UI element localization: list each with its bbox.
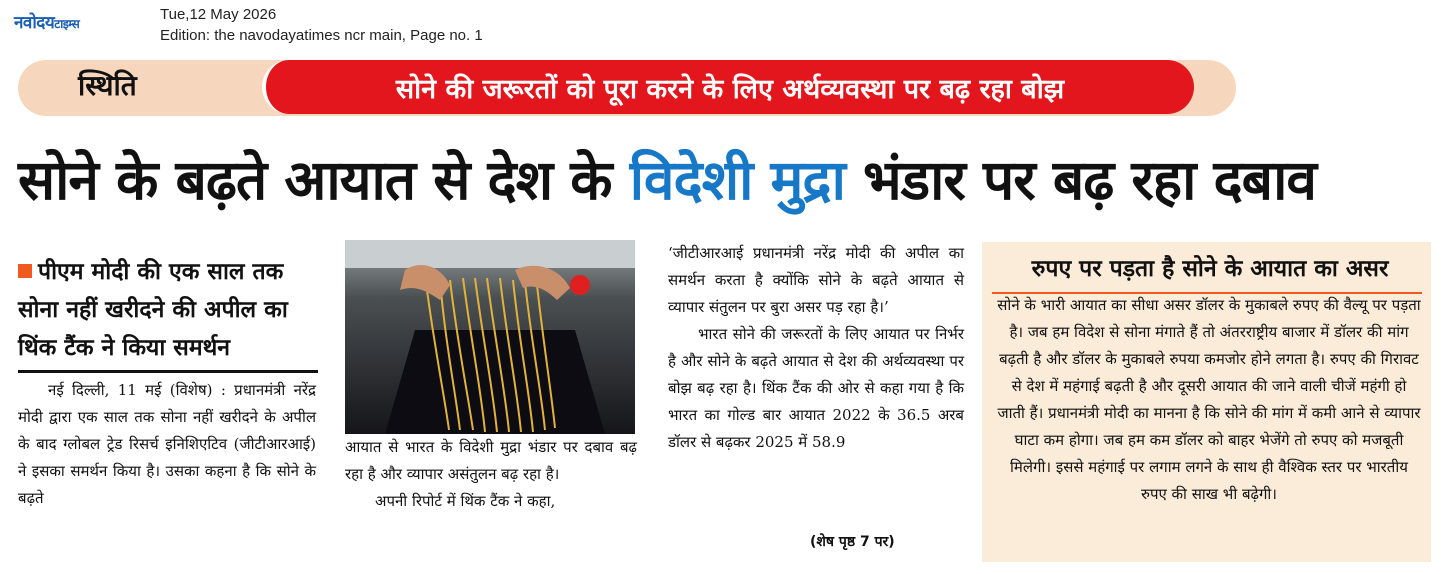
edition-header	[0, 0, 1443, 48]
edition-info: Edition: the navodayatimes ncr main, Page no. 1	[160, 27, 483, 44]
gold-chains-photo	[345, 240, 635, 434]
kicker-strap	[262, 60, 1194, 114]
edition-meta	[160, 4, 483, 46]
subheadline-divider	[18, 370, 318, 373]
edition-date: Tue,12 May 2026	[160, 6, 277, 23]
sidebar-box-body: सोने के भारी आयात का सीधा असर डॉलर के मुकाबले रुपए की वैल्यू पर पड़ता है। जब हम विदेश से सोना मंगाते हैं तो अंतरराष्ट्रीय बाजार में डॉलर की मांग बढ़ती है और डॉलर के मुकाबले रुपया कमजोर होने लगता है। रुपए की गिरावट से देश में महंगाई बढ़ती है और दूसरी आयात की जाने वाली चीजें महंगी हो जाती हैं। प्रधानमंत्री मोदी का मानना है कि सोने की मांग में कमी आने से व्यापार घाटा कम होगा। जब हम कम डॉलर को बाहर भेजेंगे तो रुपए को मजबूती मिलेगी। इससे महंगाई पर लगाम लगने के साथ ही वैश्विक स्तर पर भारतीय रुपए की साख भी बढ़ेगी।	[997, 296, 1421, 503]
headline-part1: सोने के बढ़ते आयात से देश के	[18, 148, 630, 212]
article-column-2	[345, 434, 637, 515]
kicker-tag: स्थिति	[78, 69, 137, 102]
headline-part2: भंडार पर बढ़ रहा दबाव	[844, 148, 1316, 212]
article-quote: ‘जीटीआरआई प्रधानमंत्री नरेंद्र मोदी की अपील का समर्थन करता है क्योंकि सोने के बढ़ते आयात से व्यापार संतुलन पर बुरा असर पड़ रहा है।’	[668, 244, 964, 316]
continued-notice: (शेष पृष्ठ 7 पर)	[810, 534, 895, 550]
subheadline	[18, 253, 318, 367]
kicker-text: सोने की जरूरतों को पूरा करने के लिए अर्थव्यवस्था पर बढ़ रहा बोझ	[395, 74, 1065, 105]
main-headline	[18, 132, 1433, 228]
logo-sub: टाइम्स	[54, 17, 80, 31]
article-para-2: अपनी रिपोर्ट में थिंक टैंक ने कहा,	[375, 492, 556, 510]
article-column-3	[668, 240, 964, 456]
sidebar-box-title: रुपए पर पड़ता है सोने के आयात का असर	[1031, 256, 1389, 282]
article-column-1	[18, 377, 316, 512]
headline-highlight: विदेशी मुद्रा	[629, 148, 845, 212]
subheadline-text: पीएम मोदी की एक साल तक सोना नहीं खरीदने की अपील का थिंक टैंक ने किया समर्थन	[18, 259, 288, 361]
photo-caption: आयात से भारत के विदेशी मुद्रा भंडार पर दबाव बढ़ रहा है और व्यापार असंतुलन बढ़ रहा है।	[345, 438, 637, 483]
article-lead: नई दिल्ली, 11 मई (विशेष) : प्रधानमंत्री नरेंद्र मोदी द्वारा एक साल तक सोना नहीं खरीदने के अपील के बाद ग्लोबल ट्रेड रिसर्च इनिशिएटिव (जीटीआरआई) ने इसका समर्थन किया है। उसका कहना है कि सोने के बढ़ते	[18, 381, 316, 507]
bullet-square-icon	[18, 264, 32, 278]
article-para-3: भारत सोने की जरूरतों के लिए आयात पर निर्भर है और सोने के बढ़ते आयात से देश की अर्थव्यवस्था पर बोझ बढ़ रहा है। थिंक टैंक की ओर से कहा गया है कि भारत का गोल्ड बार आयात 2022 के 36.5 अरब डॉलर से बढ़कर 2025 में 58.9	[668, 325, 964, 451]
newspaper-logo[interactable]	[14, 10, 79, 33]
logo-main: नवोदय	[14, 13, 55, 33]
